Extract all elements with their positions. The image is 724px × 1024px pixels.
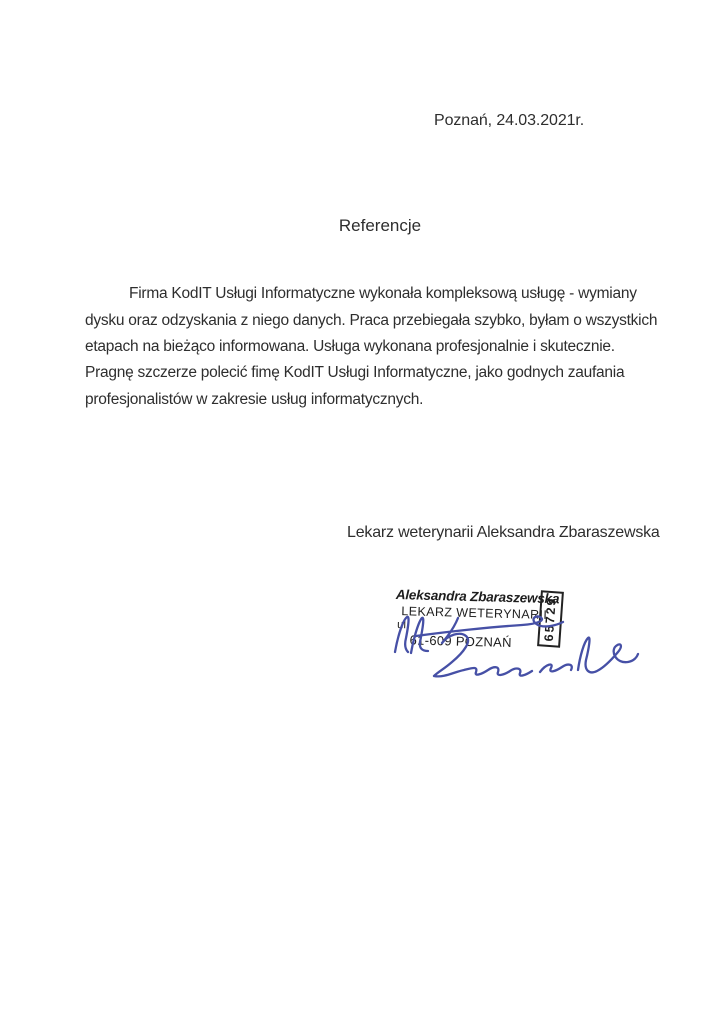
stamp-name: Aleksandra Zbaraszewska [395, 587, 560, 607]
document-title: Referencje [338, 216, 422, 235]
stamp-city: 61-609 POZNAŃ [409, 631, 512, 650]
signer-title-line: Lekarz weterynarii Aleksandra Zbaraszewska [347, 524, 660, 541]
paragraph-1-line-1: Firma KodIT Usługi Informatyczne wykonała kompleksową usługę - wymiany [129, 285, 637, 302]
rubber-stamp [394, 588, 559, 650]
paragraph-2-line-1: Pragnę szczerze polecić fimę KodIT Usługi Informatyczne, jako godnych zaufania [85, 364, 625, 381]
stamp-street-prefix: ul. [396, 619, 410, 632]
paragraph-1 [85, 281, 660, 361]
paragraph-1-line-2: dysku oraz odzyskania z niego danych. Praca przebiegała szybko, byłam o wszystkich [85, 311, 658, 329]
stamp-number-box [537, 590, 564, 647]
paragraph-2-line-2: profesjonalistów w zakresie usług informatycznych. [85, 390, 424, 408]
stamp-profession: LEKARZ WETERYNARII [401, 603, 548, 622]
paragraph-1-line-3: etapach na bieżąco informowana. Usługa wykonana profesjonalnie i skutecznie. [85, 338, 615, 355]
stamp-number: 65729 [541, 596, 560, 642]
paragraph-2 [85, 360, 660, 413]
date-line: Poznań, 24.03.2021r. [434, 112, 585, 129]
